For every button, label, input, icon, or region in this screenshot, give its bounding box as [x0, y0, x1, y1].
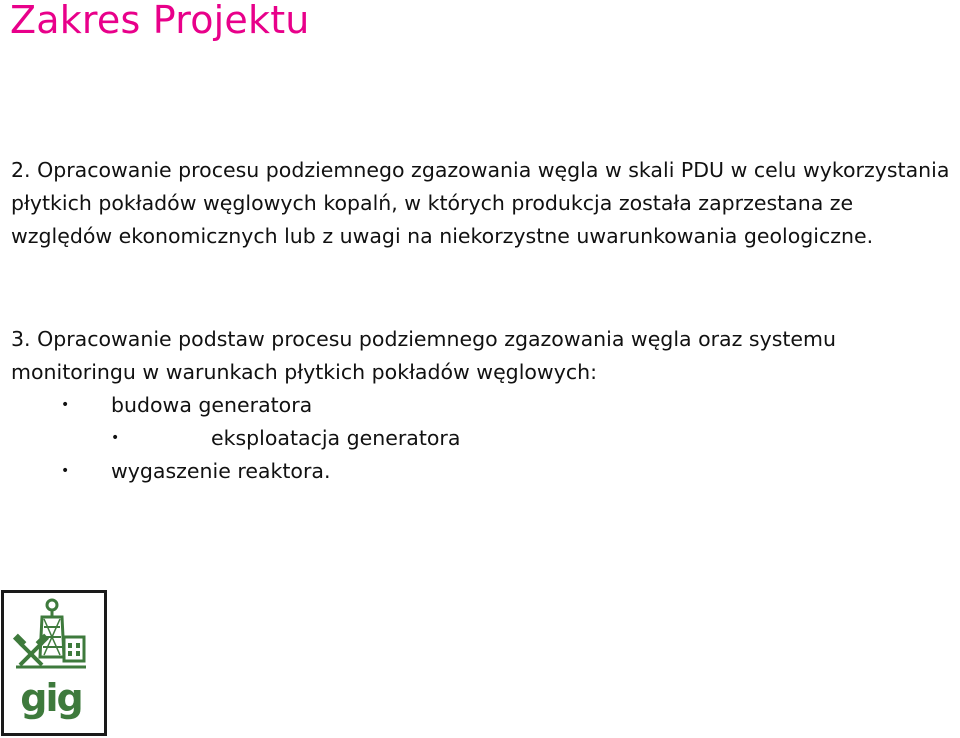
bullet-list [0, 389, 960, 488]
list-item [0, 422, 960, 455]
mining-tower-hammers-icon [4, 593, 104, 733]
list-item-text: eksploatacja generatora [211, 426, 461, 450]
list-item [0, 455, 960, 488]
logo-text: gig [20, 676, 82, 720]
list-item-text: wygaszenie reaktora. [111, 459, 331, 483]
list-item-text: budowa generatora [111, 393, 313, 417]
bullet-icon: • [61, 463, 70, 479]
bullet-icon: • [61, 397, 70, 413]
paragraph-point-3: 3. Opracowanie podstaw procesu podziemnego zgazowania węgla oraz systemu monitoringu w warunkach płytkich pokładów węglowych: [11, 327, 837, 384]
gig-logo [1, 590, 107, 736]
paragraph-point-2: 2. Opracowanie procesu podziemnego zgazowania węgla w skali PDU w celu wykorzystania płytkich pokładów węglowych kopalń, w których produkcja została zaprzestana ze względów ekonomicznych lub z uwagi na niekorzystne uwarunkowania geologiczne. [11, 158, 950, 248]
list-item [0, 389, 960, 422]
bullet-icon: • [111, 430, 120, 446]
page-title: Zakres Projektu [10, 0, 310, 42]
